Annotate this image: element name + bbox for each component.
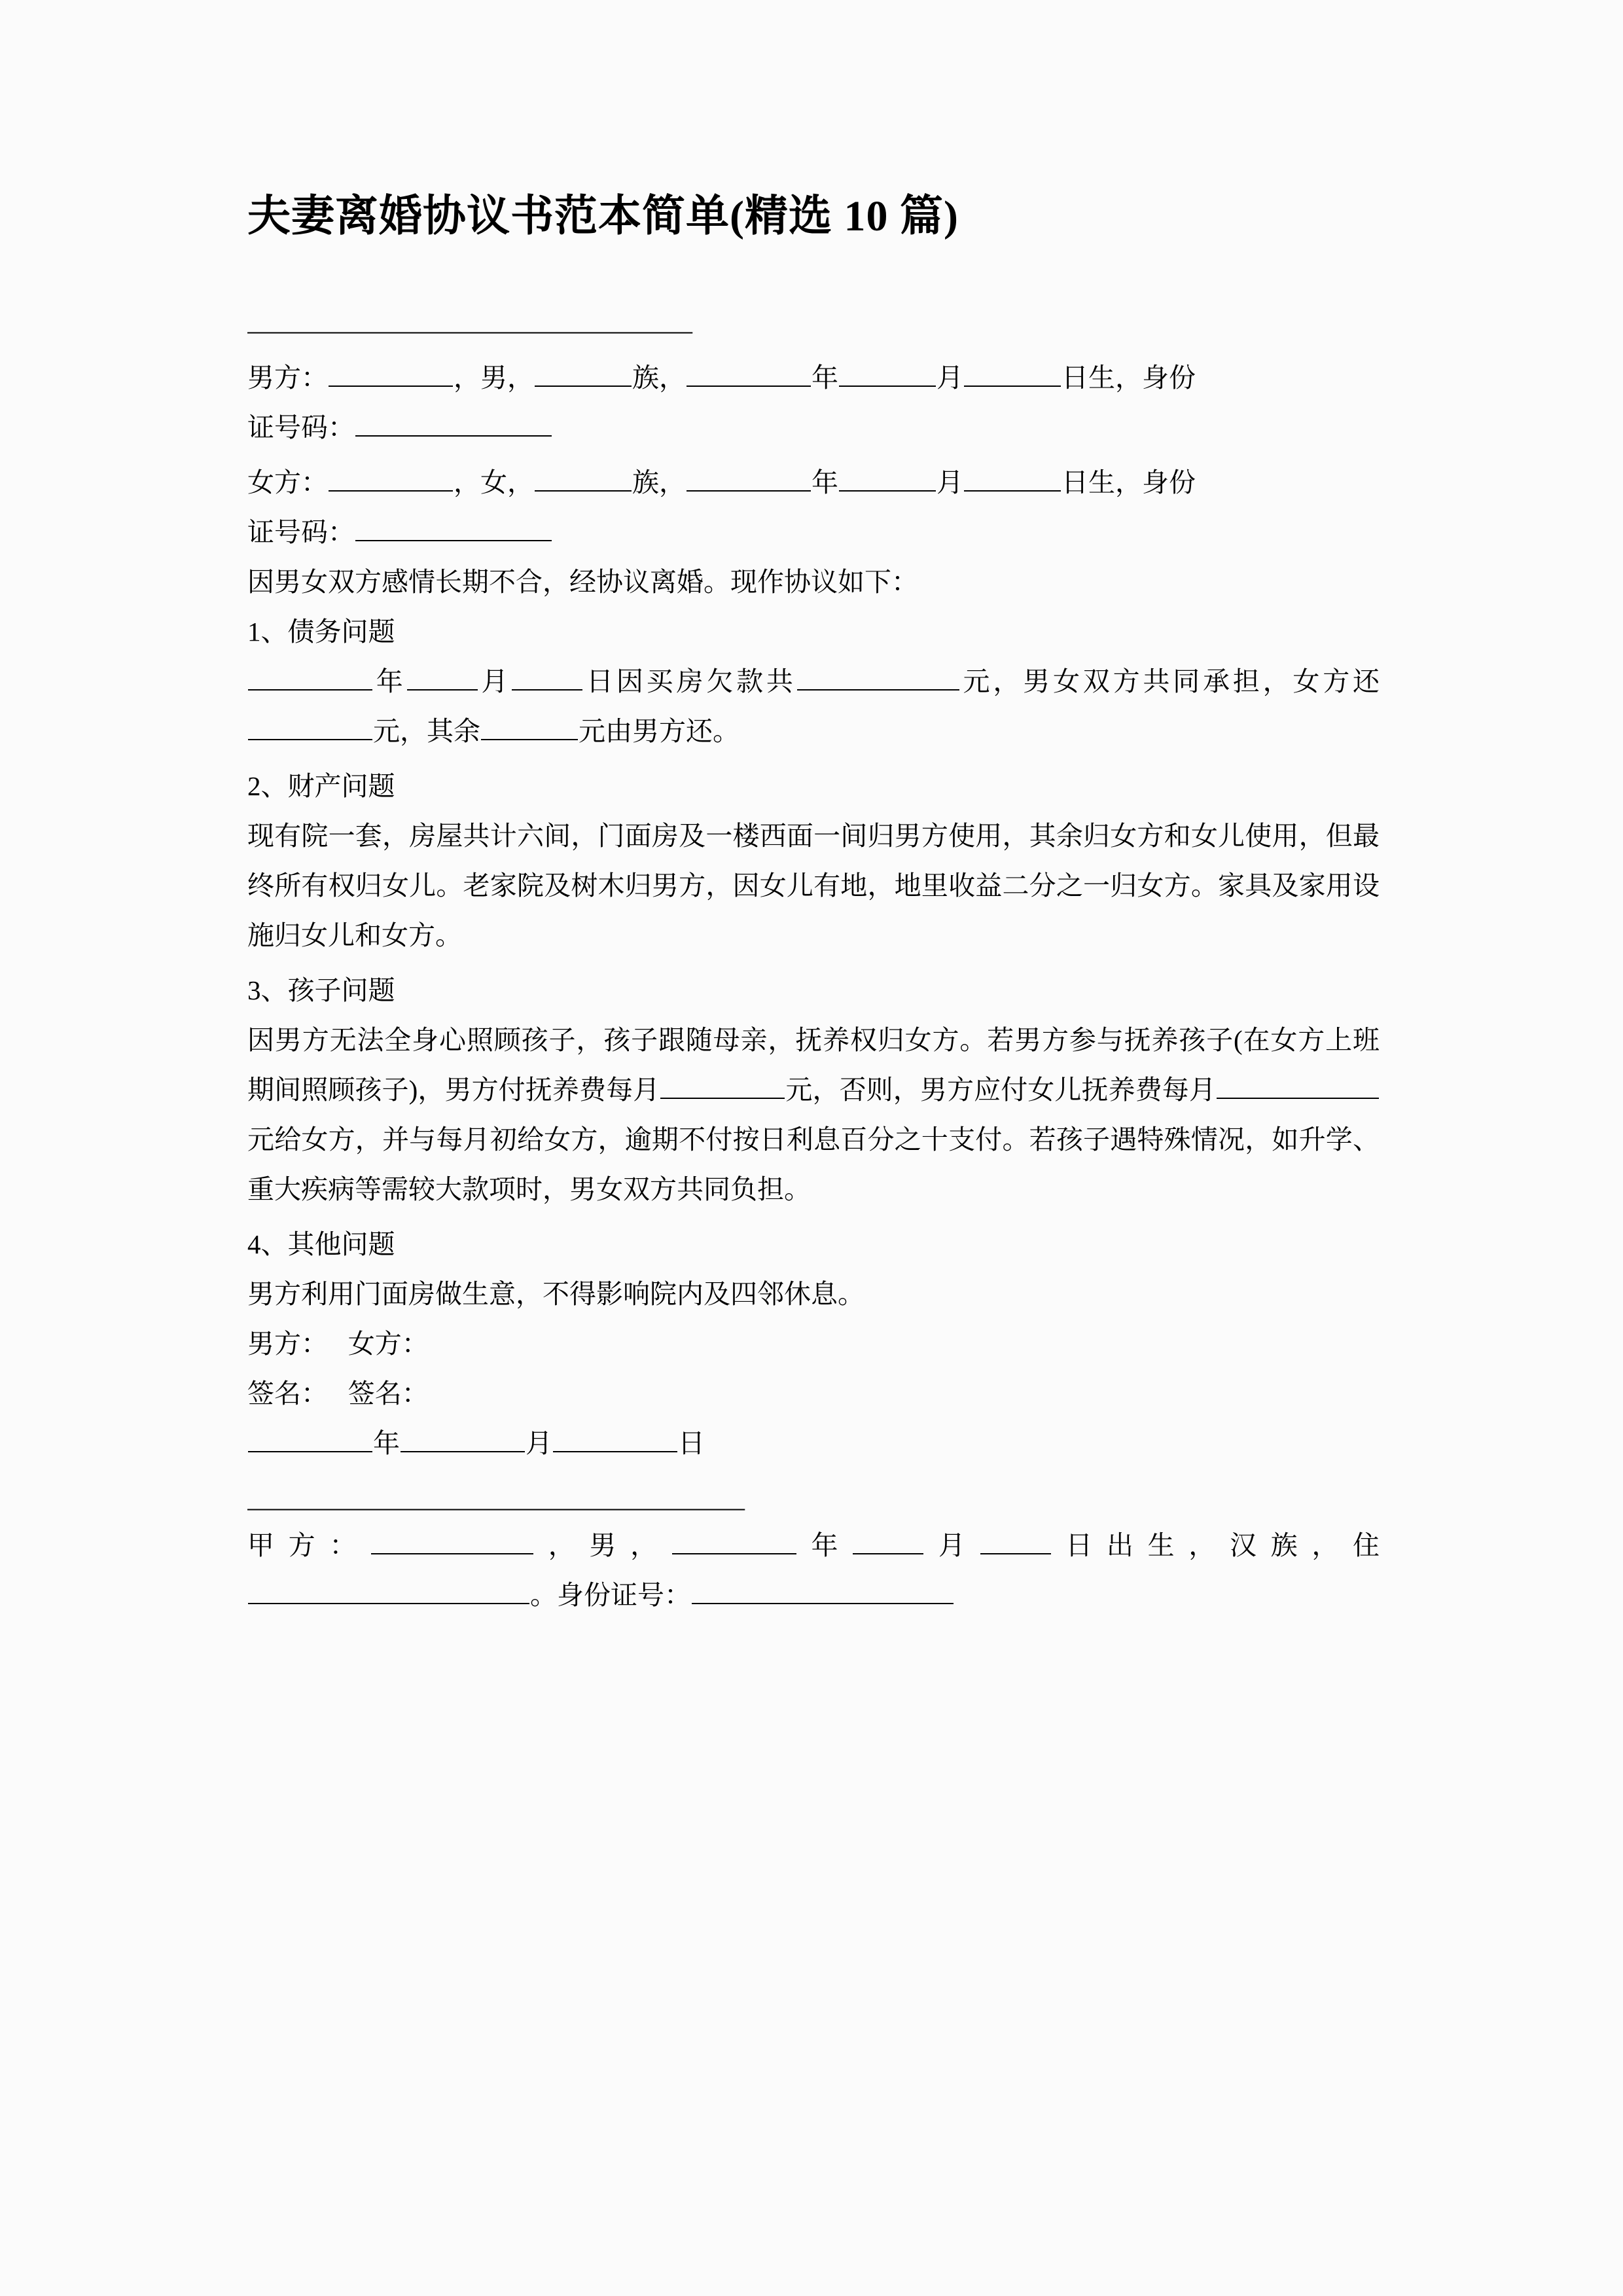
signature-day-label: 日 (678, 1427, 705, 1458)
debt-remainder-label: 元，其余 (373, 715, 480, 746)
party-female-birth-month-blank[interactable] (839, 463, 936, 492)
signature-party-line: 男方： 女方： (247, 1328, 429, 1359)
party-female-birth-day-blank[interactable] (964, 463, 1061, 492)
debt-year-label: 年 (373, 666, 406, 696)
second-agreement-id-label: 。身份证号： (530, 1579, 691, 1610)
second-agreement-year-label: 年 (796, 1530, 853, 1560)
section-1-body (247, 656, 1380, 756)
debt-reason-label: 日因买房欠款共 (583, 666, 796, 696)
page-title: 夫妻离婚协议书范本简单(精选 10 篇) (247, 192, 959, 240)
child-custody-text-1: 因男方无法全身心照顾孩子，孩子跟随母亲，抚养权归女方。若男方参与抚养孩子(在女方上班期间照顾孩子)，男方付抚养费每月 (247, 1024, 1380, 1105)
second-agreement-name-blank[interactable] (371, 1526, 533, 1554)
section-4-body: 男方利用门面房做生意，不得影响院内及四邻休息。 (247, 1278, 865, 1309)
second-agreement-address-blank[interactable] (248, 1575, 529, 1604)
party-male-ethnicity-suffix: 族， (632, 362, 686, 393)
party-female-id-line (247, 507, 1380, 557)
party-male-name-blank[interactable] (329, 358, 453, 387)
party-female-month-label: 月 (936, 467, 963, 497)
party-female-label: 女方： (247, 467, 328, 497)
section-1-heading: 1、债务问题 (247, 616, 395, 647)
party-female-line (247, 457, 1380, 507)
party-female-name-blank[interactable] (329, 463, 453, 492)
party-male-id-blank[interactable] (355, 408, 552, 437)
second-agreement-day-blank[interactable] (980, 1526, 1051, 1554)
signature-date-line (247, 1418, 1380, 1468)
party-female-birth-year-blank[interactable] (687, 463, 811, 492)
party-male-ethnicity-blank[interactable] (535, 358, 632, 387)
separator-rule-bottom: ——————————————————— (247, 1494, 745, 1520)
party-male-birth-suffix: 日生，身份 (1061, 362, 1196, 393)
party-male-year-label: 年 (812, 362, 838, 393)
debt-month-label: 月 (478, 666, 512, 696)
party-female-ethnicity-blank[interactable] (535, 463, 632, 492)
section-2-heading: 2、财产问题 (247, 770, 395, 801)
party-female-ethnicity-suffix: 族， (632, 467, 686, 497)
debt-female-amount-blank[interactable] (248, 711, 372, 740)
debt-share-label: 元，男女双方共同承担，女方还 (959, 666, 1380, 696)
section-3-body (247, 1015, 1380, 1214)
party-male-id-line (247, 403, 1380, 452)
separator-rule-top: ————————————————— (247, 317, 692, 344)
party-female-id-label: 证号码： (247, 516, 355, 547)
party-male-birth-year-blank[interactable] (687, 358, 811, 387)
party-male-label: 男方： (247, 362, 328, 393)
second-agreement-year-blank[interactable] (672, 1526, 796, 1554)
second-agreement-label: 甲方： (247, 1530, 371, 1560)
party-male-birth-month-blank[interactable] (839, 358, 936, 387)
debt-day-blank[interactable] (512, 662, 582, 691)
party-female-gender: ，女， (454, 467, 534, 497)
second-agreement-address-line (247, 1570, 1380, 1620)
signature-sign-line: 签名： 签名： (247, 1378, 429, 1408)
child-custody-text-3: 元给女方，并与每月初给女方，逾期不付按日利息百分之十支付。若孩子遇特殊情况，如升学、重大疾病等需较大款项时，男女双方共同负担。 (247, 1124, 1380, 1204)
child-support-monthly-blank-2[interactable] (1217, 1070, 1379, 1099)
party-male-line (247, 353, 1380, 403)
party-male-birth-day-blank[interactable] (964, 358, 1061, 387)
preamble-text: 因男女双方感情长期不合，经协议离婚。现作协议如下： (247, 566, 918, 597)
document-content (247, 0, 1380, 1620)
party-female-birth-suffix: 日生，身份 (1061, 467, 1196, 497)
second-agreement-party-line (247, 1520, 1380, 1570)
party-male-id-label: 证号码： (247, 412, 355, 442)
debt-year-blank[interactable] (248, 662, 372, 691)
party-male-gender: ，男， (454, 362, 534, 393)
second-agreement-id-blank[interactable] (692, 1575, 954, 1604)
debt-total-blank[interactable] (797, 662, 959, 691)
second-agreement-month-blank[interactable] (853, 1526, 923, 1554)
section-2-body: 现有院一套，房屋共计六间，门面房及一楼西面一间归男方使用，其余归女方和女儿使用，但最终所有权归女儿。老家院及树木归男方，因女儿有地，地里收益二分之一归女方。家具及家用设施归女儿和女方。 (247, 820, 1380, 950)
signature-month-blank[interactable] (401, 1424, 525, 1452)
debt-month-blank[interactable] (407, 662, 478, 691)
party-female-year-label: 年 (812, 467, 838, 497)
signature-day-blank[interactable] (553, 1424, 677, 1452)
signature-year-label: 年 (373, 1427, 400, 1458)
second-agreement-month-label: 月 (924, 1530, 980, 1560)
signature-year-blank[interactable] (248, 1424, 372, 1452)
second-agreement-birth-suffix: 日出生，汉族，住 (1051, 1530, 1380, 1560)
second-agreement-line-1 (247, 1520, 1380, 1570)
child-custody-text-2: 元，否则，男方应付女儿抚养费每月 (785, 1074, 1217, 1105)
party-female-id-blank[interactable] (355, 512, 552, 541)
section-3-heading: 3、孩子问题 (247, 975, 395, 1005)
second-agreement-gender: ，男， (534, 1530, 671, 1560)
signature-month-label: 月 (526, 1427, 552, 1458)
debt-end-label: 元由男方还。 (579, 715, 740, 746)
section-4-heading: 4、其他问题 (247, 1229, 395, 1259)
debt-male-amount-blank[interactable] (481, 711, 578, 740)
party-male-month-label: 月 (936, 362, 963, 393)
child-support-monthly-blank-1[interactable] (660, 1070, 785, 1099)
